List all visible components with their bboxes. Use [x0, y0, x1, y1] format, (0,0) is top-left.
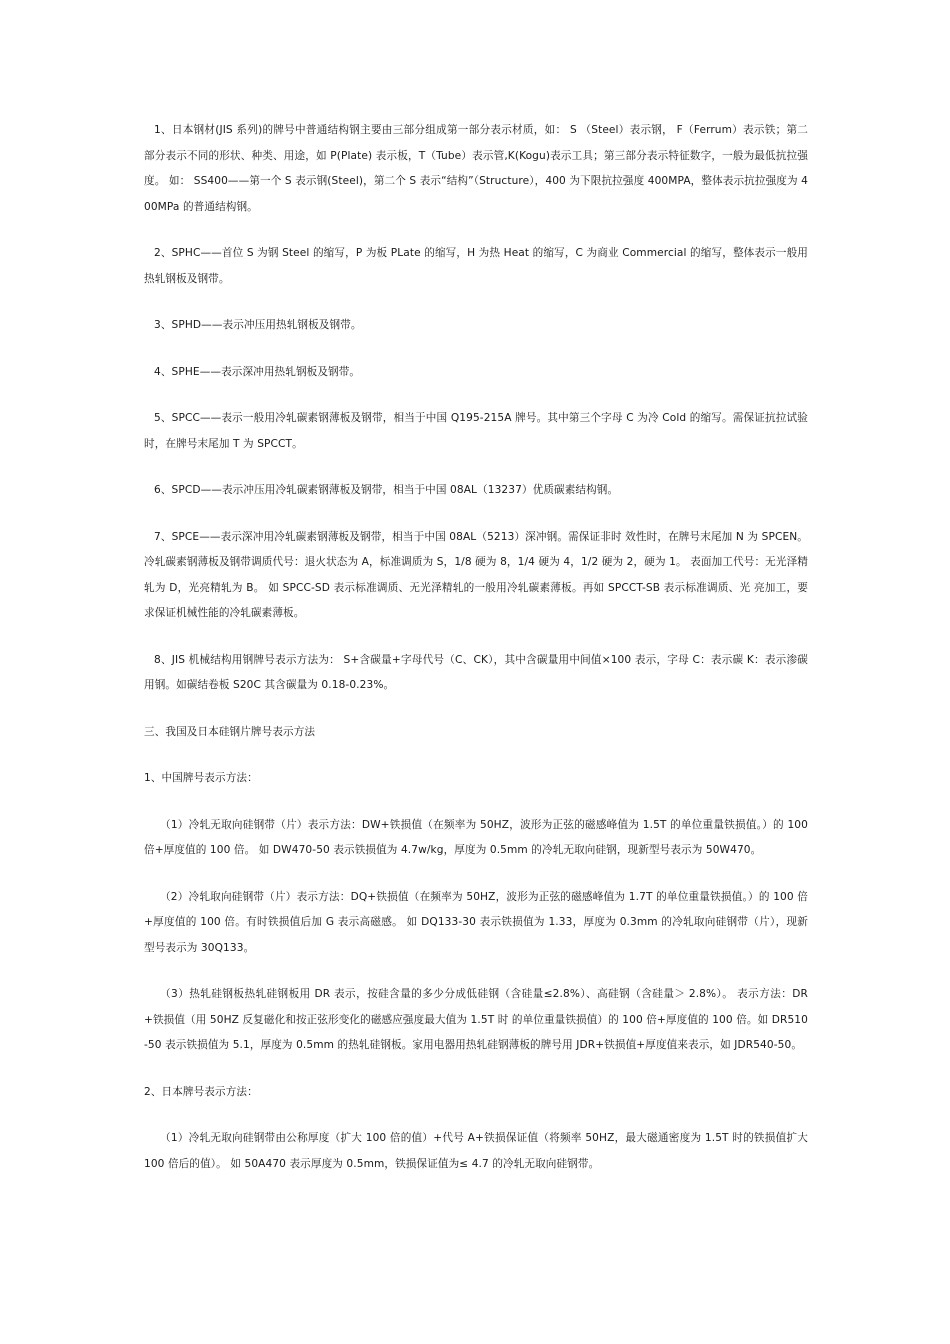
paragraph-cold-rolled-oriented: （2）冷轧取向硅钢带（片）表示方法：DQ+铁损值（在频率为 50HZ，波形为正弦的磁感峰值为 1.7T 的单位重量铁损值。）的 100 倍+厚度值的 100 倍。有时铁损值后加 G 表示高磁感。 如 DQ133-30 表示铁损值为 1.33，厚度为 0.3mm 的冷轧取向硅钢带（片），现新型号表示为 30Q133。 — [144, 890, 808, 954]
subheading-china-grades: 1、中国牌号表示方法： — [144, 772, 258, 784]
paragraph-sphe: 4、SPHE——表示深冲用热轧钢板及钢带。 — [154, 365, 361, 378]
paragraph-spce: 7、SPCE——表示深冲用冷轧碳素钢薄板及钢带，相当于中国 08AL（5213）深冲钢。需保证非时 效性时，在牌号末尾加 N 为 SPCEN。冷轧碳素钢薄板及钢带调质代号：退火状态为 A，标准调质为 S，1/8 硬为 8，1/4 硬为 4，1/2 硬为 2，硬为 1。 表面加工代号：无光泽精轧为 D，光亮精轧为 B。 如 SPCC-SD 表示标准调质、无光泽精轧的一般用冷轧碳素薄板。再如 SPCCT-SB 表示标准调质、光 亮加工，要求保证机械性能的冷轧碳素薄板。 — [144, 530, 808, 619]
paragraph-spcc: 5、SPCC——表示一般用冷轧碳素钢薄板及钢带，相当于中国 Q195-215A 牌号。其中第三个字母 C 为冷 Cold 的缩写。需保证抗拉试验时，在牌号末尾加 T 为 SPCCT。 — [144, 412, 808, 450]
section-heading-silicon-steel: 三、我国及日本硅钢片牌号表示方法 — [144, 725, 316, 738]
paragraph-sphd: 3、SPHD——表示冲压用热轧钢板及钢带。 — [154, 319, 362, 331]
paragraph-cold-rolled-non-oriented: （1）冷轧无取向硅钢带（片）表示方法：DW+铁损值（在频率为 50HZ，波形为正弦的磁感峰值为 1.5T 的单位重量铁损值。）的 100 倍+厚度值的 100 倍。 如 DW470-50 表示铁损值为 4.7w/kg，厚度为 0.5mm 的冷轧无取向硅钢，现新型号表示为 50W470。 — [144, 818, 808, 856]
paragraph-jis-steel-grades: 1、日本钢材(JIS 系列)的牌号中普通结构钢主要由三部分组成第一部分表示材质，如： S （Steel）表示钢， F（Ferrum）表示铁；第二部分表示不同的形状、种类、用途，如 P(Plate) 表示板，T（Tube）表示管,K(Kogu)表示工具；第三部分表示特征数字，一般为最低抗拉强度。 如： SS400——第一个 S 表示钢(Steel)，第二个 S 表示“结构”（Structure），400 为下限抗拉强度 400MPA，整体表示抗拉强度为 400MPa 的普通结构钢。 — [144, 124, 808, 213]
paragraph-spcd: 6、SPCD——表示冲压用冷轧碳素钢薄板及钢带，相当于中国 08AL（13237）优质碳素结构钢。 — [154, 484, 619, 496]
subheading-japan-grades: 2、日本牌号表示方法： — [144, 1085, 258, 1098]
document-page — [144, 118, 808, 1177]
paragraph-sphc: 2、SPHC——首位 S 为钢 Steel 的缩写，P 为板 PLate 的缩写，H 为热 Heat 的缩写，C 为商业 Commercial 的缩写，整体表示一般用热轧钢板及钢带。 — [144, 247, 808, 285]
paragraph-hot-rolled-silicon: （3）热轧硅钢板热轧硅钢板用 DR 表示，按硅含量的多少分成低硅钢（含硅量≤2.8%）、高硅钢（含硅量＞ 2.8%）。 表示方法：DR+铁损值（用 50HZ 反复磁化和按正弦形变化的磁感应强度最大值为 1.5T 时 的单位重量铁损值）的 100 倍+厚度值的 100 倍。如 DR510-50 表示铁损值为 5.1，厚度为 0.5mm 的热轧硅钢板。家用电器用热轧硅钢薄板的牌号用 JDR+铁损值+厚度值来表示，如 JDR540-50。 — [144, 988, 808, 1051]
paragraph-japan-cold-rolled: （1）冷轧无取向硅钢带由公称厚度（扩大 100 倍的值）+代号 A+铁损保证值（将频率 50HZ，最大磁通密度为 1.5T 时的铁损值扩大 100 倍后的值）。 如 50A470 表示厚度为 0.5mm，铁损保证值为≤ 4.7 的冷轧无取向硅钢带。 — [144, 1132, 808, 1170]
paragraph-jis-machine-steel: 8、JIS 机械结构用钢牌号表示方法为： S+含碳量+字母代号（C、CK），其中含碳量用中间值×100 表示，字母 C：表示碳 K：表示渗碳用钢。如碳结卷板 S20C 其含碳量为 0.18-0.23%。 — [144, 653, 808, 691]
